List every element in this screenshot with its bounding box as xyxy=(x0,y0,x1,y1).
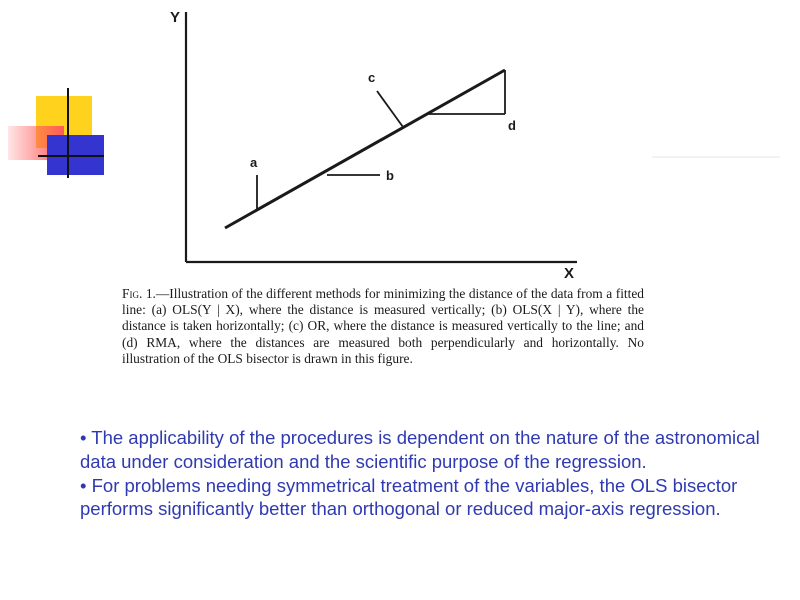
label-c: c xyxy=(368,70,376,85)
regression-diagram xyxy=(0,0,800,290)
bullet-item-1: • The applicability of the procedures is dependent on the nature of the astronomical data under consideration and the scientific purpose of the regression. xyxy=(80,427,760,472)
caption-text: —Illustration of the different methods for minimizing the distance of the data from a fitted line: (a) OLS(Y | X), where the distance is measured vertically; (b) OLS(X | Y), where the distance is taken horizontally; (c) OR, where the distance is measured vertically to the line; and (d) RMA, where the distances are measured both perpendicularly and horizontally. No illustration of the OLS bisector is drawn in this figure. xyxy=(122,286,645,366)
bullet-list xyxy=(80,426,780,521)
bullet-item-2: • For problems needing symmetrical treatment of the variables, the OLS bisector performs significantly better than orthogonal or reduced major-axis regression. xyxy=(80,474,738,520)
label-a: a xyxy=(250,155,258,170)
y-axis-label: Y xyxy=(170,9,181,26)
fitted-line xyxy=(225,70,505,228)
label-d: d xyxy=(508,118,516,133)
figure-caption xyxy=(122,286,644,367)
figure-label: Fig. 1. xyxy=(122,286,156,301)
distance-c-perpendicular xyxy=(377,91,403,127)
x-axis-label: X xyxy=(564,265,575,282)
label-b: b xyxy=(386,168,394,183)
